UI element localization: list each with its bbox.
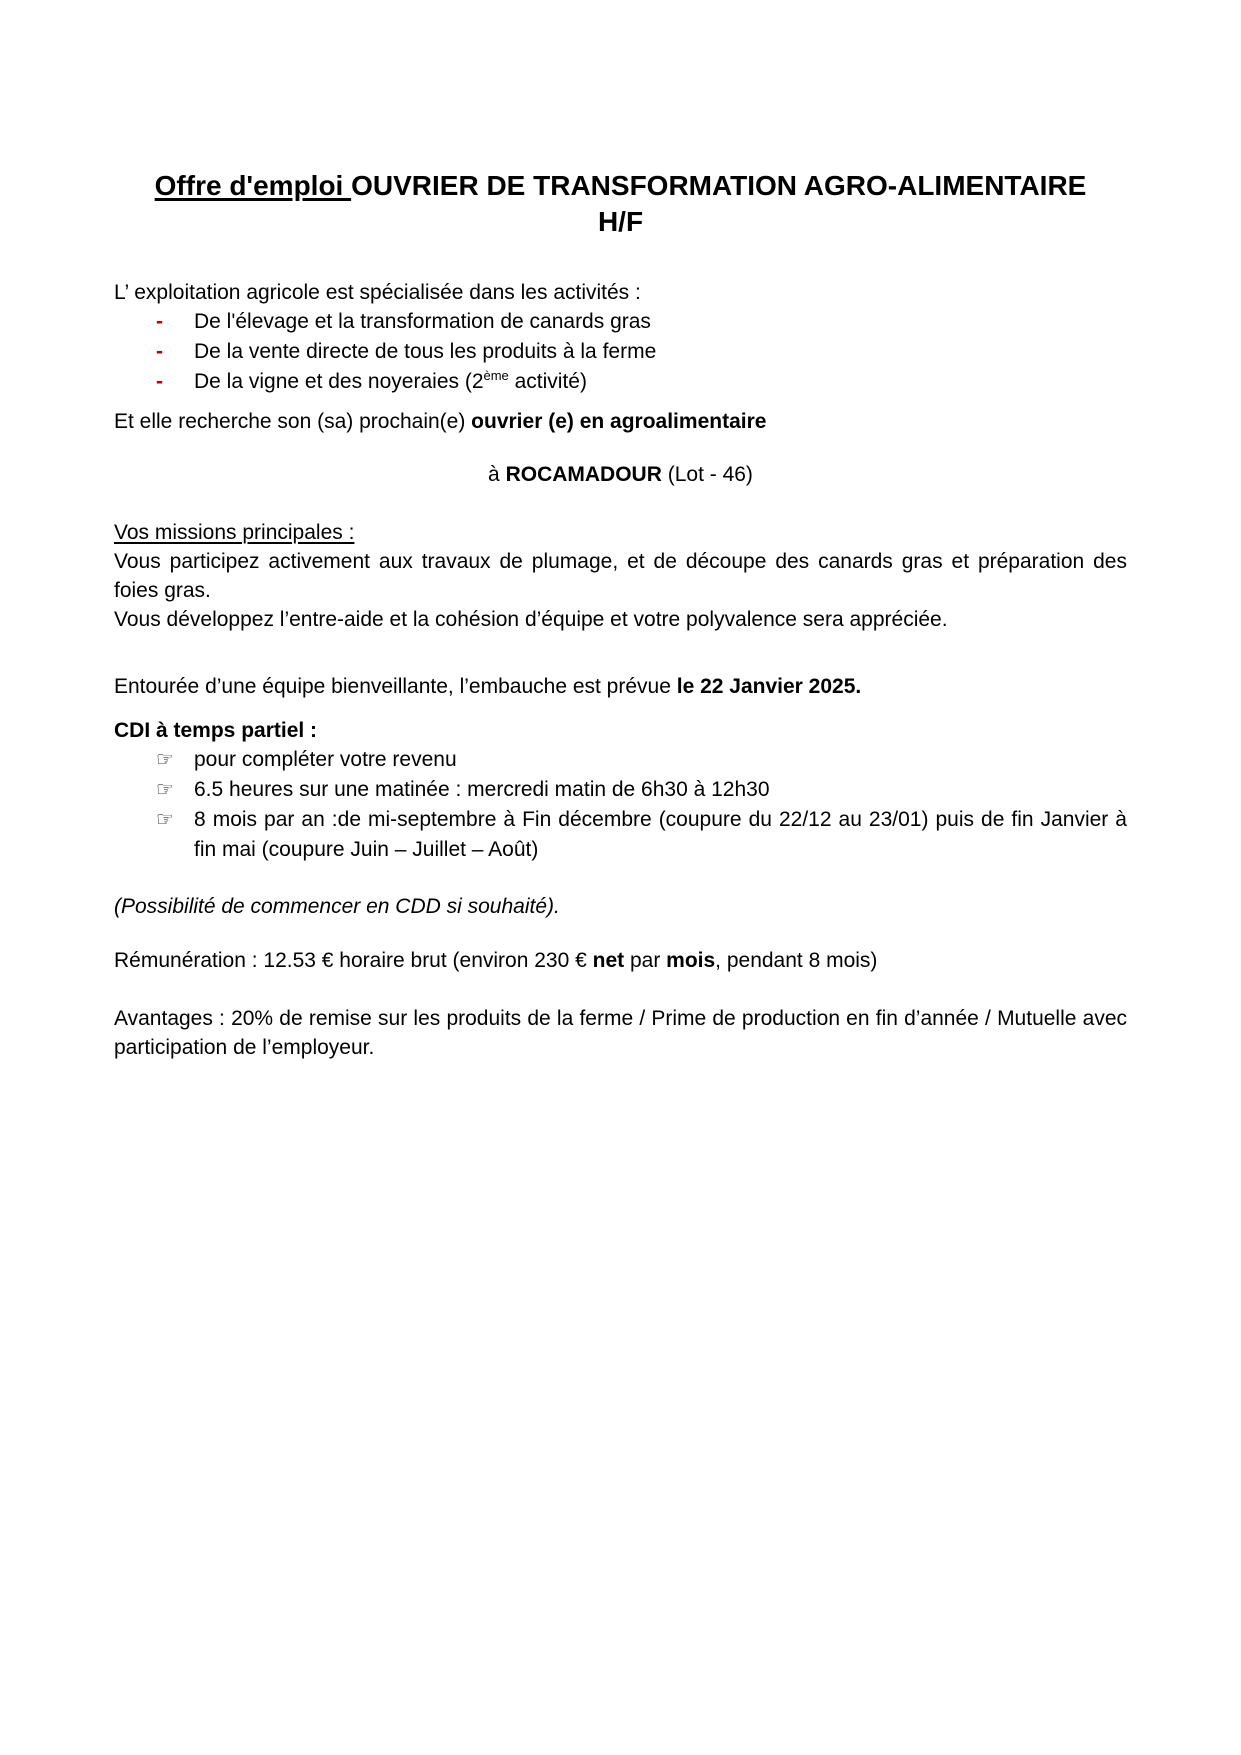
remuneration-paragraph [114,946,1127,975]
remuneration-part1: Rémunération : 12.53 € horaire brut (environ 230 € [114,949,593,972]
remuneration-part2: par [624,949,667,972]
activity-item-text-pre: De la vigne et des noyeraies (2 [194,370,484,393]
contract-item-text: pour compléter votre revenu [194,748,457,771]
pointing-hand-icon: ☞ [156,809,174,831]
list-item [156,775,1127,805]
title-main-part: OUVRIER DE TRANSFORMATION AGRO-ALIMENTAIRE H/F [351,170,1087,237]
location-city: ROCAMADOUR [505,463,662,486]
missions-paragraph-2: Vous développez l’entre-aide et la cohésion d’équipe et votre polyvalence sera appréciée. [114,608,948,631]
pointing-hand-icon: ☞ [156,779,174,801]
contract-item-text: 6.5 heures sur une matinée : mercredi matin de 6h30 à 12h30 [194,778,770,801]
contract-heading: CDI à temps partiel : [114,719,318,742]
list-item [156,805,1127,865]
activity-item-text-post: activité) [508,370,587,393]
activities-list [156,307,1127,397]
hiring-normal-text: Entourée d’une équipe bienveillante, l’embauche est prévue [114,675,677,698]
list-item [156,307,1127,337]
activity-item-text: De la vente directe de tous les produits à la ferme [194,340,657,363]
page-title [131,168,1111,240]
advantages-paragraph: Avantages : 20% de remise sur les produits de la ferme / Prime de production en fin d’année / Mutuelle avec participation de l’employeur. [114,1007,1127,1059]
search-normal-text: Et elle recherche son (sa) prochain(e) [114,410,472,433]
list-item [156,367,1127,397]
hiring-date-bold: le 22 Janvier 2025. [676,675,862,698]
contract-item-text: 8 mois par an :de mi-septembre à Fin décembre (coupure du 22/12 au 23/01) puis de fin Janvier à fin mai (coupure Juin – Juillet – Août) [194,808,1127,861]
missions-paragraph-1: Vous participez activement aux travaux de plumage, et de découpe des canards gras et préparation des foies gras. [114,550,1127,602]
activities-lead: L’ exploitation agricole est spécialisée dans les activités : [114,281,641,304]
search-paragraph [114,407,1127,436]
list-item [156,745,1127,775]
activity-item-text: De l'élevage et la transformation de canards gras [194,310,651,333]
activity-item-text [194,367,1127,397]
dash-bullet-icon: - [156,310,163,333]
remuneration-part3: , pendant 8 mois) [715,949,878,972]
search-bold-text: ouvrier (e) en agroalimentaire [471,410,767,433]
dash-bullet-icon: - [156,340,163,363]
cdd-note: (Possibilité de commencer en CDD si souhaité). [114,895,560,918]
location-pre: à [488,463,506,486]
dash-bullet-icon: - [156,370,163,393]
missions-heading: Vos missions principales : [114,521,355,544]
hiring-paragraph [114,672,1127,701]
contract-list [156,745,1127,865]
list-item [156,337,1127,367]
location-post: (Lot - 46) [661,463,753,486]
title-underlined-part: Offre d'emploi [154,170,352,201]
remuneration-net-bold: net [592,949,625,972]
location-line [114,460,1127,489]
pointing-hand-icon: ☞ [156,749,174,771]
ordinal-superscript: ème [483,368,509,383]
remuneration-mois-bold: mois [666,949,716,972]
